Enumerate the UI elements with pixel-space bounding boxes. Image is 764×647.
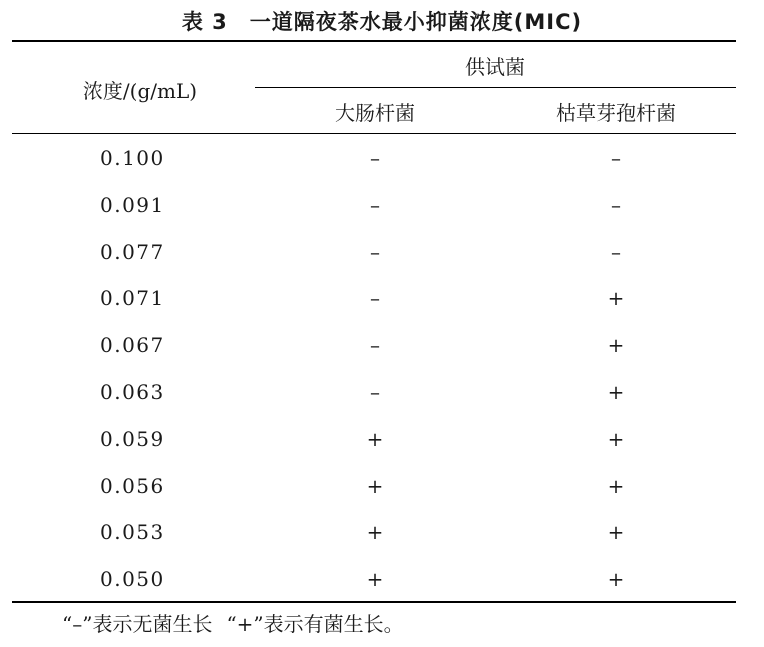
caption-label: 表 3 <box>181 10 228 34</box>
concentration-cell: 0.071 <box>100 286 165 310</box>
header-rule <box>12 133 736 134</box>
concentration-cell: 0.100 <box>100 146 165 170</box>
top-rule <box>12 40 736 42</box>
ecoli-result-cell: – <box>370 333 380 357</box>
table-caption <box>0 6 764 36</box>
ecoli-result-cell: – <box>370 286 380 310</box>
bsubtilis-result-cell: + <box>607 567 625 591</box>
ecoli-result-cell: + <box>366 427 384 451</box>
bsubtilis-result-cell: + <box>607 286 625 310</box>
ecoli-result-cell: + <box>366 520 384 544</box>
group-header: 供试菌 <box>465 55 525 79</box>
ecoli-result-cell: – <box>370 193 380 217</box>
ecoli-result-cell: – <box>370 146 380 170</box>
ecoli-result-cell: + <box>366 474 384 498</box>
note-minus: “–”表示无菌生长 <box>62 612 213 636</box>
concentration-cell: 0.067 <box>100 333 165 357</box>
bottom-rule <box>12 601 736 603</box>
concentration-cell: 0.091 <box>100 193 165 217</box>
caption-text: 一道隔夜茶水最小抑菌浓度(MIC) <box>249 10 583 34</box>
concentration-cell: 0.059 <box>100 427 165 451</box>
group-rule <box>255 87 736 88</box>
ecoli-result-cell: + <box>366 567 384 591</box>
concentration-cell: 0.056 <box>100 474 165 498</box>
bsubtilis-result-cell: + <box>607 427 625 451</box>
concentration-cell: 0.050 <box>100 567 165 591</box>
bsubtilis-result-cell: + <box>607 474 625 498</box>
bsubtilis-result-cell: – <box>611 240 621 264</box>
ecoli-result-cell: – <box>370 240 380 264</box>
bsubtilis-result-cell: + <box>607 333 625 357</box>
concentration-cell: 0.077 <box>100 240 165 264</box>
column-header-bsubtilis: 枯草芽孢杆菌 <box>556 101 676 125</box>
bsubtilis-result-cell: – <box>611 193 621 217</box>
ecoli-result-cell: – <box>370 380 380 404</box>
note-plus: “+”表示有菌生长。 <box>226 612 404 636</box>
row-header: 浓度/(g/mL) <box>82 79 198 103</box>
table-note <box>62 612 404 636</box>
concentration-cell: 0.063 <box>100 380 165 404</box>
concentration-cell: 0.053 <box>100 520 165 544</box>
bsubtilis-result-cell: + <box>607 520 625 544</box>
bsubtilis-result-cell: + <box>607 380 625 404</box>
column-header-ecoli: 大肠杆菌 <box>335 101 415 125</box>
bsubtilis-result-cell: – <box>611 146 621 170</box>
